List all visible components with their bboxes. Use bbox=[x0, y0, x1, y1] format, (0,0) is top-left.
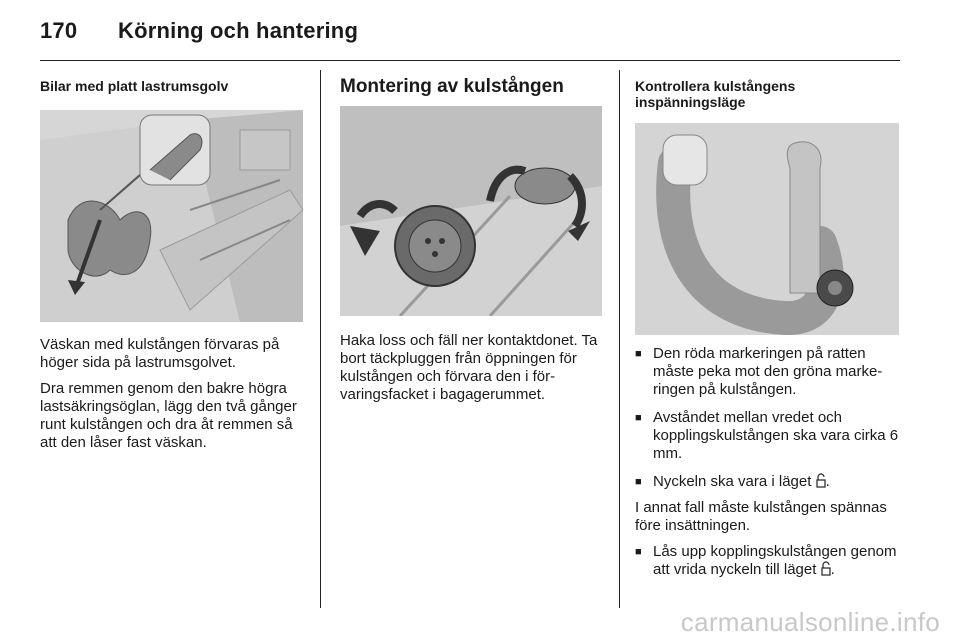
figure-trunk-bag bbox=[40, 110, 303, 322]
paragraph-tension-note: I annat fall måste kulstången spännas före insättningen. bbox=[635, 499, 887, 534]
padlock-icon bbox=[816, 473, 826, 493]
column-divider-2 bbox=[619, 70, 620, 608]
page-title: Körning och hantering bbox=[118, 18, 359, 43]
header-rule bbox=[40, 60, 900, 61]
checklist bbox=[635, 345, 903, 493]
section-heading-check-tension: Kontrollera kulstångens inspänningsläge bbox=[635, 78, 796, 110]
list-item: ■ Nyckeln ska vara i läget . bbox=[635, 473, 903, 493]
checklist-unlock bbox=[635, 543, 903, 581]
list-item: ■ Avståndet mellan vredet och kopplingskulstången ska vara cirka 6 mm. bbox=[635, 409, 903, 463]
watermark: carmanualsonline.info bbox=[680, 607, 940, 637]
section-heading-flat-floor: Bilar med platt lastrumsgolv bbox=[40, 78, 229, 94]
column-divider-1 bbox=[320, 70, 321, 608]
column-2 bbox=[340, 76, 605, 404]
connector-illustration bbox=[340, 106, 602, 316]
paragraph-strap-instructions: Dra remmen genom den bakre högra lastsäkringsöglan, lägg den två gånger runt kulstången och dra åt remmen så att den låser fast väskan. bbox=[40, 380, 297, 451]
padlock-icon bbox=[821, 561, 831, 581]
section-heading-mounting: Montering av kulstången bbox=[340, 76, 564, 97]
list-item: ■ Den röda markeringen på ratten måste peka mot den gröna marke-ringen på kulstången. bbox=[635, 345, 903, 399]
page-number: 170 bbox=[40, 18, 78, 43]
list-item: ■ Lås upp kopplingskulstången genom att vrida nyckeln till läget . bbox=[635, 543, 903, 581]
paragraph-bag-location: Väskan med kulstången förvaras på höger sida på lastrumsgolvet. bbox=[40, 336, 280, 371]
column-1 bbox=[40, 76, 305, 452]
figure-ball-bar bbox=[635, 123, 899, 335]
ball-bar-illustration bbox=[635, 123, 899, 335]
trunk-bag-illustration bbox=[40, 110, 303, 322]
page-header bbox=[40, 18, 358, 44]
column-3 bbox=[635, 76, 903, 581]
figure-connector bbox=[340, 106, 602, 316]
paragraph-connector-instructions: Haka loss och fäll ner kontaktdonet. Ta bort täckpluggen från öppningen för kulstången och förvara den i för-varingsfacket i bagagerummet. bbox=[340, 332, 598, 403]
